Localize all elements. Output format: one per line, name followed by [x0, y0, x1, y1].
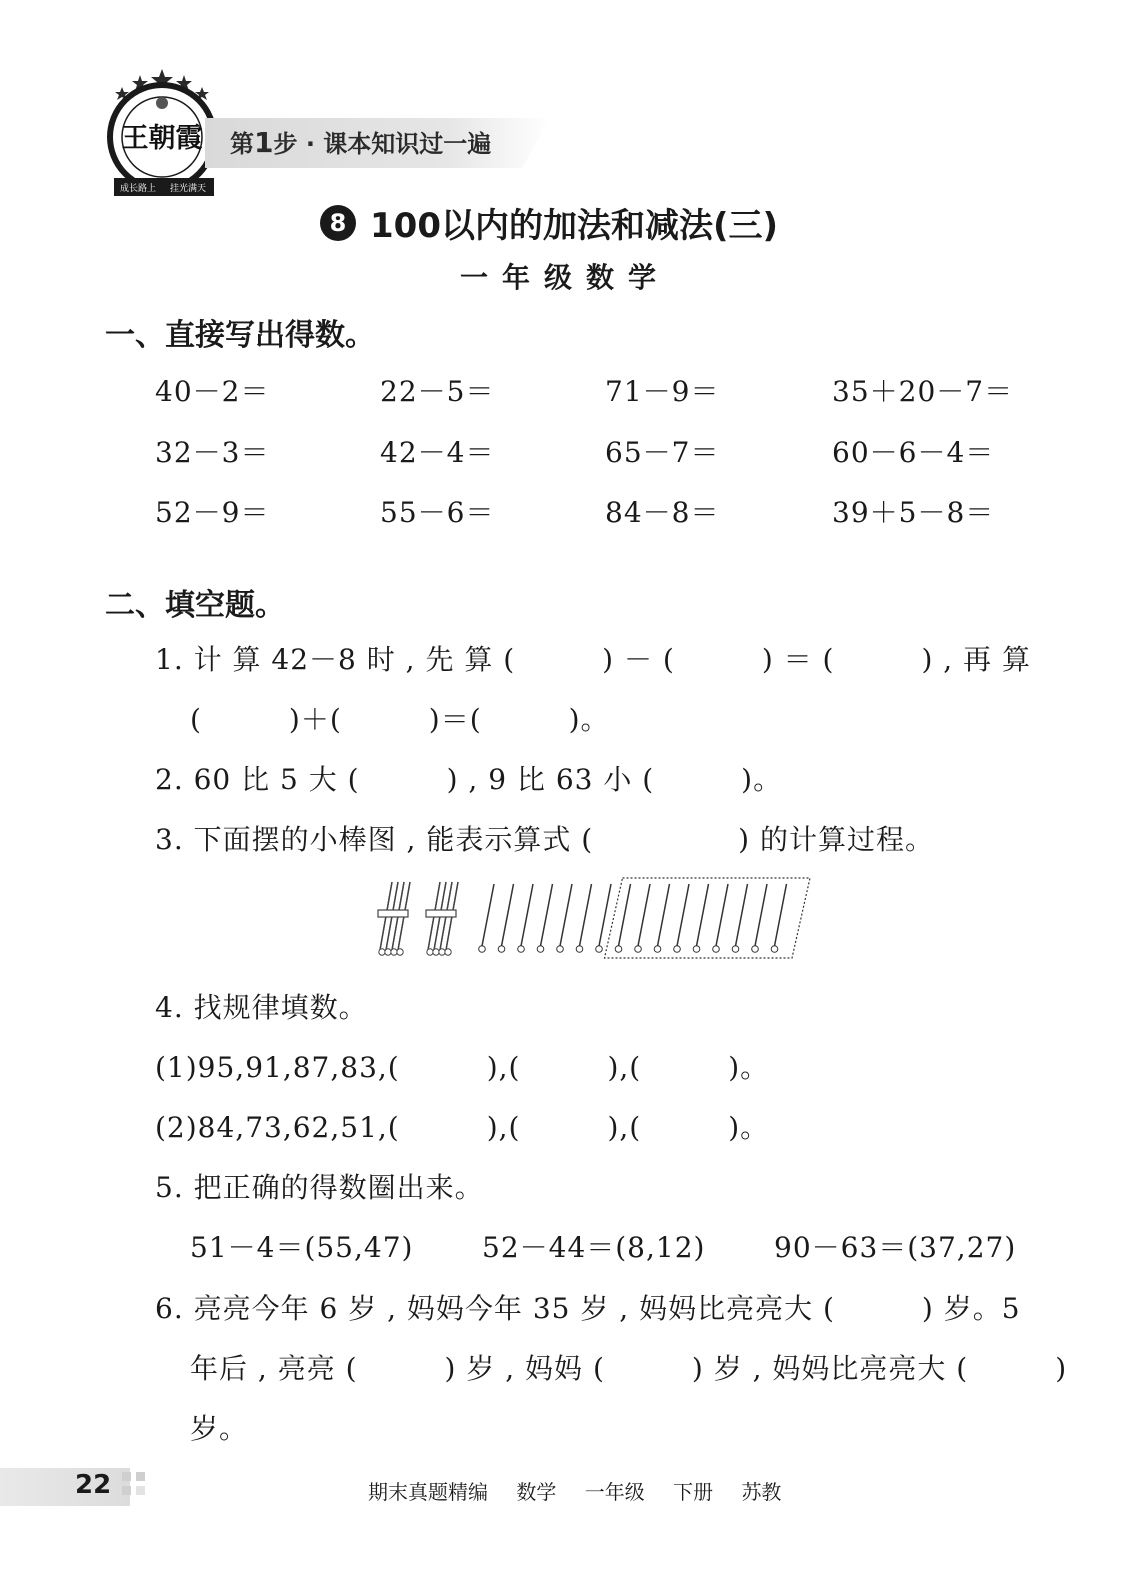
stick-bundle [426, 882, 458, 955]
loose-stick [479, 884, 494, 952]
stick-bundle [378, 882, 410, 955]
problem-3-4: 39＋5－8＝ [832, 496, 995, 529]
sticks-diagram [370, 872, 845, 964]
footer-item: 苏教 [741, 1480, 782, 1504]
question-5-item-1: 51－4＝(55,47) [190, 1231, 414, 1264]
question-2: 2. 60 比 5 大 ( ) , 9 比 63 小 ( )。 [155, 763, 783, 796]
problem-1-2: 22－5＝ [380, 375, 495, 408]
footer-text [368, 1476, 803, 1505]
loose-stick [771, 884, 786, 952]
problem-2-3: 65－7＝ [605, 436, 720, 469]
step-label: 第1步 · 课本知识过一遍 [230, 126, 492, 159]
problem-3-2: 55－6＝ [380, 496, 495, 529]
question-5-title: 5. 把正确的得数圈出来。 [155, 1171, 484, 1204]
svg-text:挂光满天: 挂光满天 [169, 184, 207, 194]
footer-item: 期末真题精编 [368, 1480, 488, 1504]
question-1-line-1: 1. 计 算 42－8 时 , 先 算 ( ) － ( ) ＝ ( ) , 再 算 [155, 643, 1032, 676]
problem-2-2: 42－4＝ [380, 436, 495, 469]
loose-stick [693, 884, 708, 952]
question-5-item-2: 52－44＝(8,12) [482, 1231, 706, 1264]
svg-text:成长路上: 成长路上 [119, 184, 157, 194]
section-1-title: 一、直接写出得数。 [105, 318, 375, 353]
loose-stick [576, 884, 591, 952]
loose-stick [635, 884, 650, 952]
subject-title: 一年级数学 [460, 261, 671, 294]
loose-stick [713, 884, 728, 952]
footer-item: 一年级 [584, 1480, 645, 1504]
loose-stick [518, 884, 533, 952]
question-4-title: 4. 找规律填数。 [155, 991, 368, 1024]
loose-stick [537, 884, 552, 952]
problem-3-3: 84－8＝ [605, 496, 720, 529]
loose-stick [654, 884, 669, 952]
loose-stick [557, 884, 572, 952]
chapter-title [320, 198, 778, 247]
svg-text:王朝霞: 王朝霞 [121, 123, 203, 154]
question-6-line-3: 岁。 [190, 1412, 249, 1445]
footer-item: 数学 [516, 1480, 557, 1504]
problem-2-1: 32－3＝ [155, 436, 270, 469]
question-5-item-3: 90－63＝(37,27) [774, 1231, 1017, 1264]
problem-2-4: 60－6－4＝ [832, 436, 995, 469]
loose-stick [596, 884, 611, 952]
loose-stick [674, 884, 689, 952]
chapter-badge: 8 [320, 205, 356, 241]
question-4-2: (2)84,73,62,51,( ),( ),( )。 [155, 1111, 770, 1144]
loose-stick [615, 884, 630, 952]
question-6-line-2: 年后 , 亮亮 ( ) 岁 , 妈妈 ( ) 岁 , 妈妈比亮亮大 ( ) [190, 1352, 1068, 1385]
chapter-title-text: 100以内的加法和减法(三) [370, 206, 779, 246]
question-1-line-2: ( )＋( )＝( )。 [190, 703, 610, 736]
loose-stick [498, 884, 513, 952]
problem-3-1: 52－9＝ [155, 496, 270, 529]
loose-stick [732, 884, 747, 952]
problem-1-4: 35＋20－7＝ [832, 375, 1014, 408]
question-4-1: (1)95,91,87,83,( ),( ),( )。 [155, 1051, 770, 1084]
footer-item: 下册 [673, 1480, 714, 1504]
question-6-line-1: 6. 亮亮今年 6 岁 , 妈妈今年 35 岁 , 妈妈比亮亮大 ( ) 岁。5 [155, 1292, 1021, 1325]
problem-1-1: 40－2＝ [155, 375, 270, 408]
page-number: 22 [75, 1470, 112, 1500]
question-3: 3. 下面摆的小棒图 , 能表示算式 ( ) 的计算过程。 [155, 823, 934, 856]
section-2-title: 二、填空题。 [105, 588, 285, 623]
loose-stick [752, 884, 767, 952]
problem-1-3: 71－9＝ [605, 375, 720, 408]
